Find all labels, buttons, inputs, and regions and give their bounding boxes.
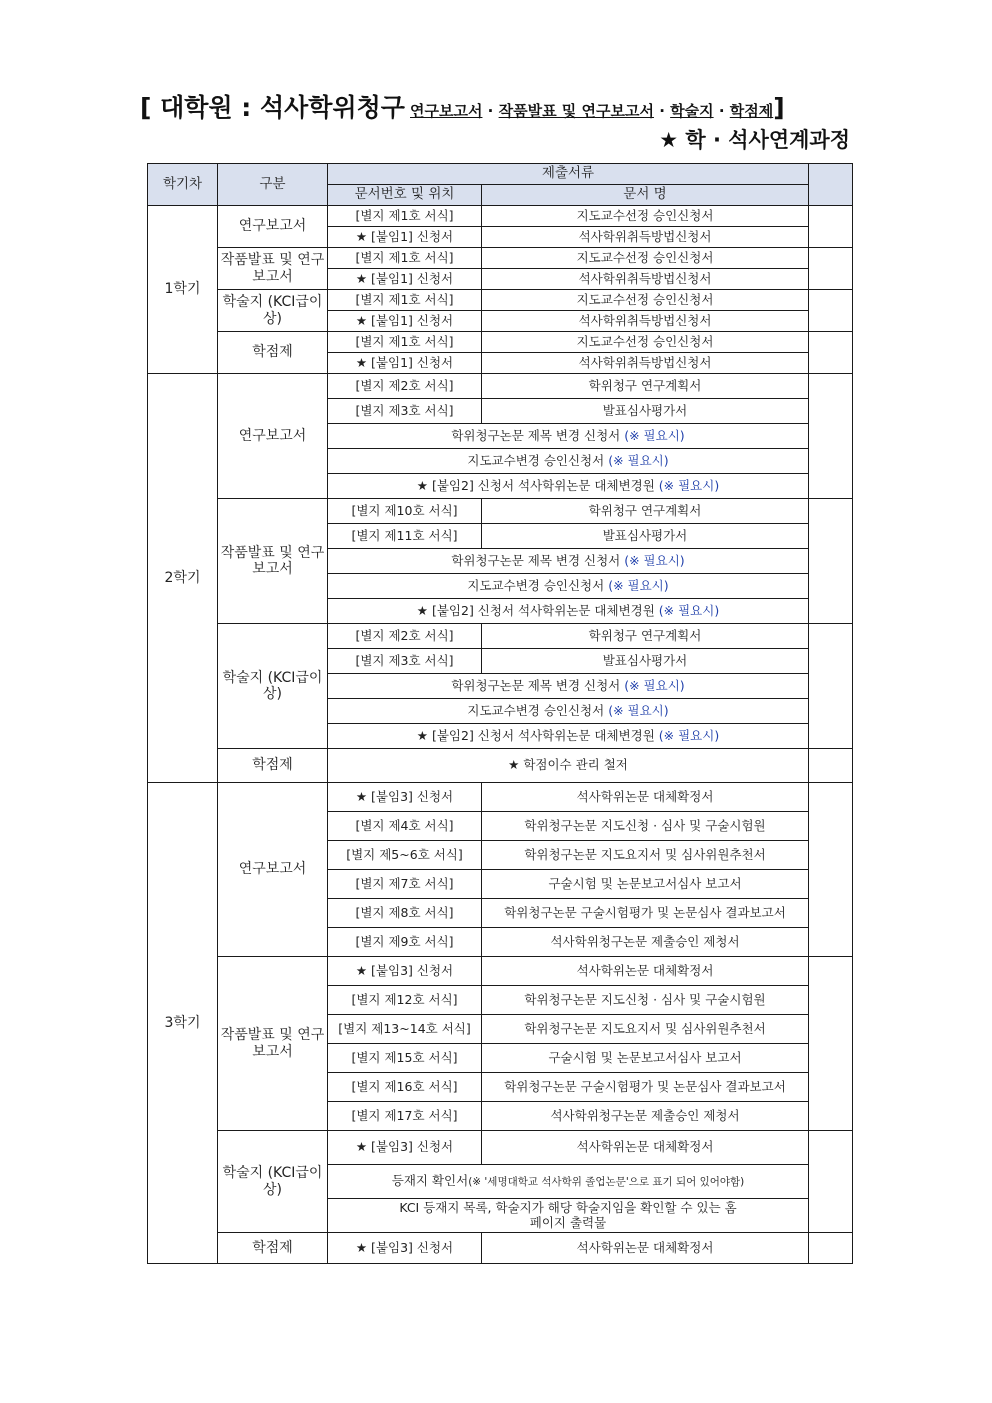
form-name: 석사학위논문 대체확정서: [482, 783, 809, 812]
publication-note: (※ '세명대학교 석사학위 졸업논문'으로 표기 되어 있어야함): [468, 1176, 745, 1189]
header-doc-name: 문서 명: [482, 185, 809, 206]
doc-title-change: 학위청구논문 제목 변경 신청서: [451, 552, 621, 568]
blank-cell: [809, 749, 853, 783]
group-credit: 학점제: [218, 749, 328, 783]
form-name: 학위청구논문 지도신청 · 심사 및 구술시험원: [482, 986, 809, 1015]
note-if-needed: (※ 필요시): [624, 552, 685, 568]
optional-document: [328, 549, 809, 574]
doc-replace-request: ★ [붙임2] 신청서 석사학위논문 대체변경원: [416, 477, 655, 493]
title-bracket-open: [: [140, 93, 161, 122]
form-name: 학위청구 연구계획서: [482, 624, 809, 649]
documents-table: [147, 163, 853, 1264]
optional-document: [328, 599, 809, 624]
form-name: 지도교수선정 승인신청서: [482, 248, 809, 269]
semester-3: 3학기: [148, 783, 218, 1264]
title-separator: ·: [653, 102, 671, 120]
doc-advisor-change: 지도교수변경 승인신청서: [467, 577, 605, 593]
kci-list: KCI 등재지 목록, 학술지가 해당 학술지임을 확인할 수 있는 홈페이지 출력물: [328, 1199, 809, 1233]
group-credit: 학점제: [218, 1233, 328, 1264]
title-sub-research: 연구보고서: [410, 102, 483, 120]
form-name: 지도교수선정 승인신청서: [482, 206, 809, 227]
group-exhibit: 작품발표 및 연구보고서: [218, 957, 328, 1131]
form-number: [별지 제2호 서식]: [328, 374, 482, 399]
form-name: 지도교수선정 승인신청서: [482, 332, 809, 353]
form-name: 학위청구논문 지도요지서 및 심사위원추천서: [482, 841, 809, 870]
form-number: [별지 제15호 서식]: [328, 1044, 482, 1073]
blank-cell: [809, 206, 853, 248]
note-if-needed: (※ 필요시): [658, 477, 720, 493]
doc-advisor-change: 지도교수변경 승인신청서: [467, 452, 605, 468]
title-sub-exhibit: 작품발표 및 연구보고서: [498, 102, 654, 120]
form-number: [별지 제1호 서식]: [328, 248, 482, 269]
note-if-needed: (※ 필요시): [608, 452, 669, 468]
title-separator: ·: [713, 102, 730, 120]
form-number: [별지 제12호 서식]: [328, 986, 482, 1015]
form-name: 학위청구논문 지도요지서 및 심사위원추천서: [482, 1015, 809, 1044]
form-name: 학위청구 연구계획서: [482, 374, 809, 399]
blank-cell: [809, 1131, 853, 1233]
note-if-needed: (※ 필요시): [624, 427, 685, 443]
form-number: ★ [붙임3] 신청서: [328, 957, 482, 986]
blank-cell: [809, 248, 853, 290]
doc-advisor-change: 지도교수변경 승인신청서: [467, 702, 605, 718]
title-sub-credit: 학점제: [729, 102, 774, 120]
header-doc-number: 문서번호 및 위치: [328, 185, 482, 206]
form-number: [별지 제7호 서식]: [328, 870, 482, 899]
optional-document: [328, 449, 809, 474]
form-number: ★ [붙임3] 신청서: [328, 1233, 482, 1264]
form-number: [별지 제9호 서식]: [328, 928, 482, 957]
form-name: 발표심사평가서: [482, 649, 809, 674]
form-name: 학위청구논문 지도신청 · 심사 및 구술시험원: [482, 812, 809, 841]
title-separator: ·: [482, 102, 499, 120]
group-credit: 학점제: [218, 332, 328, 374]
form-number: [별지 제3호 서식]: [328, 649, 482, 674]
form-number: [별지 제13~14호 서식]: [328, 1015, 482, 1044]
form-number: ★ [붙임1] 신청서: [328, 311, 482, 332]
form-number: [별지 제11호 서식]: [328, 524, 482, 549]
blank-cell: [809, 499, 853, 624]
group-exhibit: 작품발표 및 연구보고서: [218, 248, 328, 290]
blank-cell: [809, 332, 853, 374]
form-name: 지도교수선정 승인신청서: [482, 290, 809, 311]
header-semester: 학기차: [148, 164, 218, 206]
form-name: 석사학위논문 대체확정서: [482, 1233, 809, 1264]
form-name: 구술시험 및 논문보고서심사 보고서: [482, 1044, 809, 1073]
title-main: 대학원 : 석사학위청구: [160, 93, 405, 122]
document-title: [140, 88, 860, 128]
group-journal: 학술지 (KCI급이상): [218, 624, 328, 749]
form-name: 발표심사평가서: [482, 399, 809, 424]
form-number: ★ [붙임1] 신청서: [328, 227, 482, 248]
form-name: 학위청구 연구계획서: [482, 499, 809, 524]
form-name: 석사학위청구논문 제출승인 제청서: [482, 928, 809, 957]
optional-document: [328, 574, 809, 599]
header-blank: [809, 164, 853, 206]
form-number: [별지 제1호 서식]: [328, 206, 482, 227]
form-name: 석사학위취득방법신청서: [482, 353, 809, 374]
blank-cell: [809, 1233, 853, 1264]
blank-cell: [809, 374, 853, 499]
form-number: ★ [붙임1] 신청서: [328, 353, 482, 374]
form-number: [별지 제3호 서식]: [328, 399, 482, 424]
blank-cell: [809, 624, 853, 749]
publication-confirm: [328, 1165, 809, 1199]
form-number: ★ [붙임1] 신청서: [328, 269, 482, 290]
blank-cell: [809, 957, 853, 1131]
form-number: ★ [붙임3] 신청서: [328, 783, 482, 812]
blank-cell: [809, 783, 853, 957]
group-research: 연구보고서: [218, 206, 328, 248]
form-name: 석사학위논문 대체확정서: [482, 957, 809, 986]
doc-title-change: 학위청구논문 제목 변경 신청서: [451, 677, 621, 693]
note-if-needed: (※ 필요시): [624, 677, 685, 693]
optional-document: [328, 474, 809, 499]
form-name: 발표심사평가서: [482, 524, 809, 549]
form-number: [별지 제2호 서식]: [328, 624, 482, 649]
form-name: 석사학위취득방법신청서: [482, 269, 809, 290]
note-if-needed: (※ 필요시): [658, 727, 720, 743]
form-name: 구술시험 및 논문보고서심사 보고서: [482, 870, 809, 899]
group-journal: 학술지 (KCI급이상): [218, 1131, 328, 1233]
title-bracket-close: ]: [773, 93, 785, 122]
form-name: 학위청구논문 구술시험평가 및 논문심사 결과보고서: [482, 1073, 809, 1102]
form-number: [별지 제1호 서식]: [328, 290, 482, 311]
form-number: [별지 제16호 서식]: [328, 1073, 482, 1102]
document-subtitle: ★ 학 · 석사연계과정: [659, 128, 850, 152]
header-category: 구분: [218, 164, 328, 206]
form-name: 석사학위취득방법신청서: [482, 227, 809, 248]
group-exhibit: 작품발표 및 연구보고서: [218, 499, 328, 624]
form-name: 석사학위취득방법신청서: [482, 311, 809, 332]
semester-2: 2학기: [148, 374, 218, 783]
form-name: 석사학위청구논문 제출승인 제청서: [482, 1102, 809, 1131]
optional-document: [328, 424, 809, 449]
form-number: [별지 제1호 서식]: [328, 332, 482, 353]
header-documents: 제출서류: [328, 164, 809, 185]
blank-cell: [809, 290, 853, 332]
form-name: 학위청구논문 구술시험평가 및 논문심사 결과보고서: [482, 899, 809, 928]
note-if-needed: (※ 필요시): [658, 602, 720, 618]
title-sub-journal: 학술지: [670, 102, 714, 120]
semester-1: 1학기: [148, 206, 218, 374]
doc-title-change: 학위청구논문 제목 변경 신청서: [451, 427, 621, 443]
doc-replace-request: ★ [붙임2] 신청서 석사학위논문 대체변경원: [416, 727, 655, 743]
credit-note: ★ 학점이수 관리 철저: [328, 749, 809, 783]
optional-document: [328, 724, 809, 749]
form-number: ★ [붙임3] 신청서: [328, 1131, 482, 1165]
note-if-needed: (※ 필요시): [608, 702, 669, 718]
group-research: 연구보고서: [218, 783, 328, 957]
form-number: [별지 제4호 서식]: [328, 812, 482, 841]
note-if-needed: (※ 필요시): [608, 577, 669, 593]
optional-document: [328, 674, 809, 699]
doc-replace-request: ★ [붙임2] 신청서 석사학위논문 대체변경원: [416, 602, 655, 618]
form-number: [별지 제10호 서식]: [328, 499, 482, 524]
group-research: 연구보고서: [218, 374, 328, 499]
form-number: [별지 제17호 서식]: [328, 1102, 482, 1131]
form-number: [별지 제8호 서식]: [328, 899, 482, 928]
form-name: 석사학위논문 대체확정서: [482, 1131, 809, 1165]
form-number: [별지 제5~6호 서식]: [328, 841, 482, 870]
optional-document: [328, 699, 809, 724]
doc-publication-confirm: 등재지 확인서: [391, 1173, 469, 1189]
group-journal: 학술지 (KCI급이상): [218, 290, 328, 332]
